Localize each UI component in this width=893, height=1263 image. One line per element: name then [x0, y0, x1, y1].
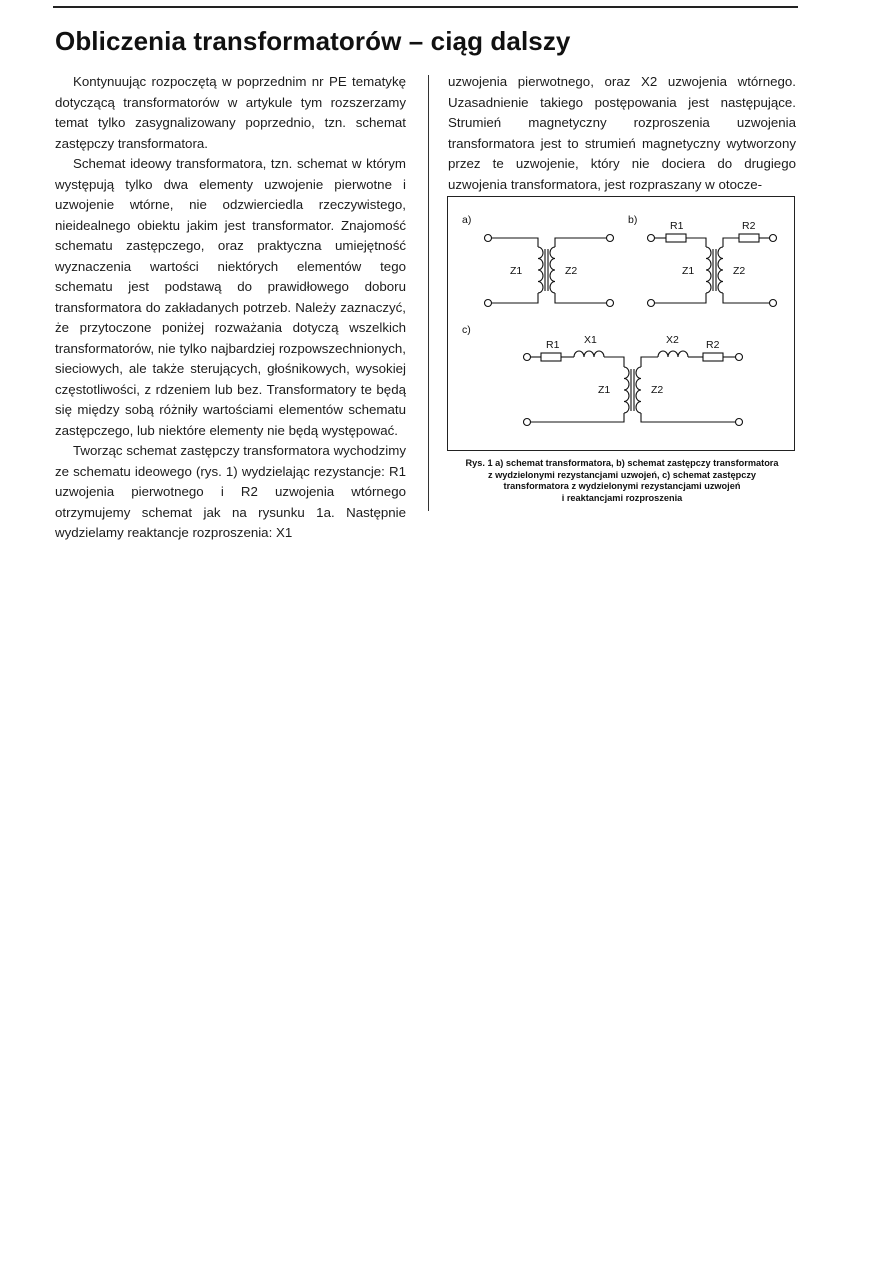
wire: [492, 293, 539, 303]
primary-coil-icon: [538, 247, 543, 293]
wire: [641, 413, 736, 422]
wire: [531, 413, 625, 422]
paragraph-4: uzwojenia pierwotnego, oraz X2 uzwojenia wtórnego. Uzasadnienie takiego postępowania jest następujące. Strumień magnetyczny rozproszenia uzwojenia transformatora jest to strumień magnetyczny wytworzony przez te uzwojenie, który nie dociera do drugiego uzwojenia transformatora, jest rozpraszany w otocze-: [448, 74, 796, 192]
label-z2: Z2: [733, 265, 746, 277]
resistor-r1-icon: [541, 353, 561, 361]
wire: [723, 238, 739, 247]
panel-label-c: c): [462, 324, 471, 336]
wire: [492, 238, 539, 247]
paragraph-2: Schemat ideowy transformatora, tzn. schemat w którym występują tylko dwa elementy uzwojenie pierwotne i uzwojenie wtórne, nie odzwierciedla rzeczywistego, nieidealnego obiektu jakim jest transformator. Znajomość schematu zastępczego, oraz praktyczna umiejętność wyznaczenia wartości niektórych elementów tego schematu jest podstawą do prawidłowego doboru transformatora do zakładanych potrzeb. Należy zaznaczyć, że przytoczone poniżej rozważania dotyczą wszelkich transformatorów, nie tylko najbardziej rozpowszechnionych, sieciowych, ale także sterujących, głośnikowych, wysokiej częstotliwości, z rdzeniem lub bez. Transformatory te będą się między sobą różniły wartościami elementów schematu zastępczego, lub niektóre elementy nie będą występować.: [55, 156, 406, 438]
secondary-coil-icon: [636, 367, 641, 413]
terminal: [648, 235, 777, 307]
label-z1: Z1: [598, 384, 611, 396]
paragraph-1: Kontynuując rozpoczętą w poprzednim nr PE tematykę dotyczącą transformatorów w artykule tym rozszerzamy temat tylko zasygnalizowany poprzednio, tzn. schemat zastępczy transformatora.: [55, 74, 406, 151]
wire: [655, 293, 707, 303]
terminal: [485, 235, 614, 307]
label-x1: X1: [584, 334, 597, 346]
label-x2: X2: [666, 334, 679, 346]
label-r2: R2: [742, 220, 756, 232]
terminal: [524, 354, 743, 426]
resistor-r2-icon: [703, 353, 723, 361]
panel-label-b: b): [628, 214, 638, 226]
secondary-coil-icon: [550, 247, 555, 293]
panel-label-a: a): [462, 214, 472, 226]
inductor-x1-icon: [574, 351, 604, 357]
paragraph-3: Tworząc schemat zastępczy transformatora wychodzimy ze schematu ideowego (rys. 1) wydzielając rezystancje: R1 uzwojenia pierwotnego i R2 uzwojenia wtórnego otrzymujemy schemat jak na rysunku 1a. Następnie wydzielamy reaktancje rozproszenia: X1: [55, 443, 406, 540]
wire: [686, 238, 706, 247]
resistor-r1-icon: [666, 234, 686, 242]
wire: [723, 293, 770, 303]
wire: [604, 357, 624, 367]
circuit-diagram: [448, 197, 796, 452]
right-column: [448, 72, 796, 195]
caption-line: Rys. 1 a) schemat transformatora, b) schemat zastępczy transformatora: [465, 458, 779, 468]
label-z2: Z2: [651, 384, 664, 396]
caption-line: transformatora z wydzielonymi rezystancjami uzwojeń: [503, 481, 741, 492]
secondary-coil-icon: [718, 247, 723, 293]
left-column: [55, 72, 406, 544]
label-r1: R1: [670, 220, 684, 232]
resistor-r2-icon: [739, 234, 759, 242]
caption-line: i reaktancjami rozproszenia: [561, 492, 683, 503]
label-z1: Z1: [510, 265, 523, 277]
label-z2: Z2: [565, 265, 578, 277]
article-title: Obliczenia transformatorów – ciąg dalszy: [55, 26, 571, 56]
label-z1: Z1: [682, 265, 695, 277]
caption-line: z wydzielonymi rezystancjami uzwojeń, c) schemat zastępczy: [487, 469, 757, 480]
label-r2: R2: [706, 339, 720, 351]
top-rule: [53, 6, 798, 8]
wire: [555, 293, 607, 303]
primary-coil-icon: [624, 367, 629, 413]
inductor-x2-icon: [658, 351, 688, 357]
wire: [641, 357, 658, 367]
wire: [555, 238, 607, 247]
figure-caption: [448, 458, 796, 504]
column-divider: [428, 75, 429, 511]
label-r1: R1: [546, 339, 560, 351]
figure-1: [447, 196, 795, 451]
primary-coil-icon: [706, 247, 711, 293]
